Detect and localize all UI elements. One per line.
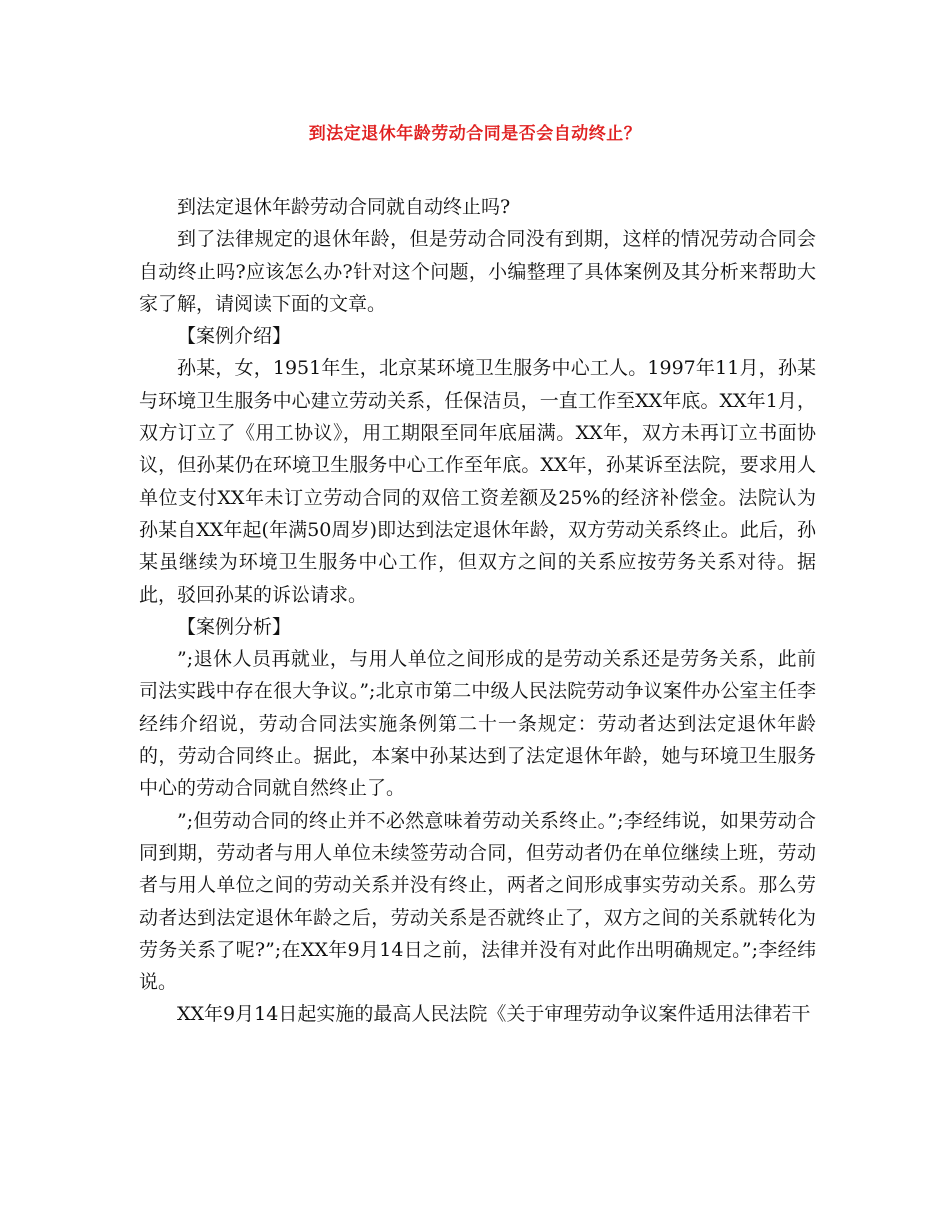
- document-body: [139, 191, 816, 1031]
- paragraph-question: 到法定退休年龄劳动合同就自动终止吗?: [177, 196, 511, 218]
- section-heading-case-analysis: 【案例分析】: [177, 615, 292, 638]
- document-title: 到法定退休年龄劳动合同是否会自动终止？: [308, 124, 642, 144]
- paragraph-case-details: 孙某，女，1951年生，北京某环境卫生服务中心工人。1997年11月，孙某与环境卫生服务中心建立劳动关系，任保洁员，一直工作至XX年底。XX年1月，双方订立了《用工协议》，用工期限至同年底届满。XX年，双方未再订立书面协议，但孙某仍在环境卫生服务中心工作至年底。XX年，孙某诉至法院，要求用人单位支付XX年未订立劳动合同的双倍工资差额及25%的经济补偿金。法院认为孙某自XX年起(年满50周岁)即达到法定退休年龄，双方劳动关系终止。此后，孙某虽继续为环境卫生服务中心工作，但双方之间的关系应按劳务关系对待。据此，驳回孙某的诉讼请求。: [139, 357, 816, 606]
- paragraph-analysis-3: XX年9月14日起实施的最高人民法院《关于审理劳动争议案件适用法律若干: [177, 1003, 811, 1026]
- paragraph-intro: 到了法律规定的退休年龄，但是劳动合同没有到期，这样的情况劳动合同会自动终止吗?应该怎么办?针对这个问题，小编整理了具体案例及其分析来帮助大家了解，请阅读下面的文章。: [139, 228, 816, 315]
- paragraph-analysis-2: ”;但劳动合同的终止并不必然意味着劳动关系终止。”;李经纬说，如果劳动合同到期，劳动者与用人单位未续签劳动合同，但劳动者仍在单位继续上班，劳动者与用人单位之间的劳动关系并没有终止，两者之间形成事实劳动关系。那么劳动者达到法定退休年龄之后，劳动关系是否就终止了，双方之间的关系就转化为劳务关系了呢?”;在XX年9月14日之前，法律并没有对此作出明确规定。”;李经纬说。: [139, 809, 816, 994]
- section-heading-case-intro: 【案例介绍】: [177, 325, 292, 348]
- paragraph-analysis-1: ”;退休人员再就业，与用人单位之间形成的是劳动关系还是劳务关系，此前司法实践中存在很大争议。”;北京市第二中级人民法院劳动争议案件办公室主任李经纬介绍说，劳动合同法实施条例第二十一条规定：劳动者达到法定退休年龄的，劳动合同终止。据此，本案中孙某达到了法定退休年龄，她与环境卫生服务中心的劳动合同就自然终止了。: [139, 648, 816, 800]
